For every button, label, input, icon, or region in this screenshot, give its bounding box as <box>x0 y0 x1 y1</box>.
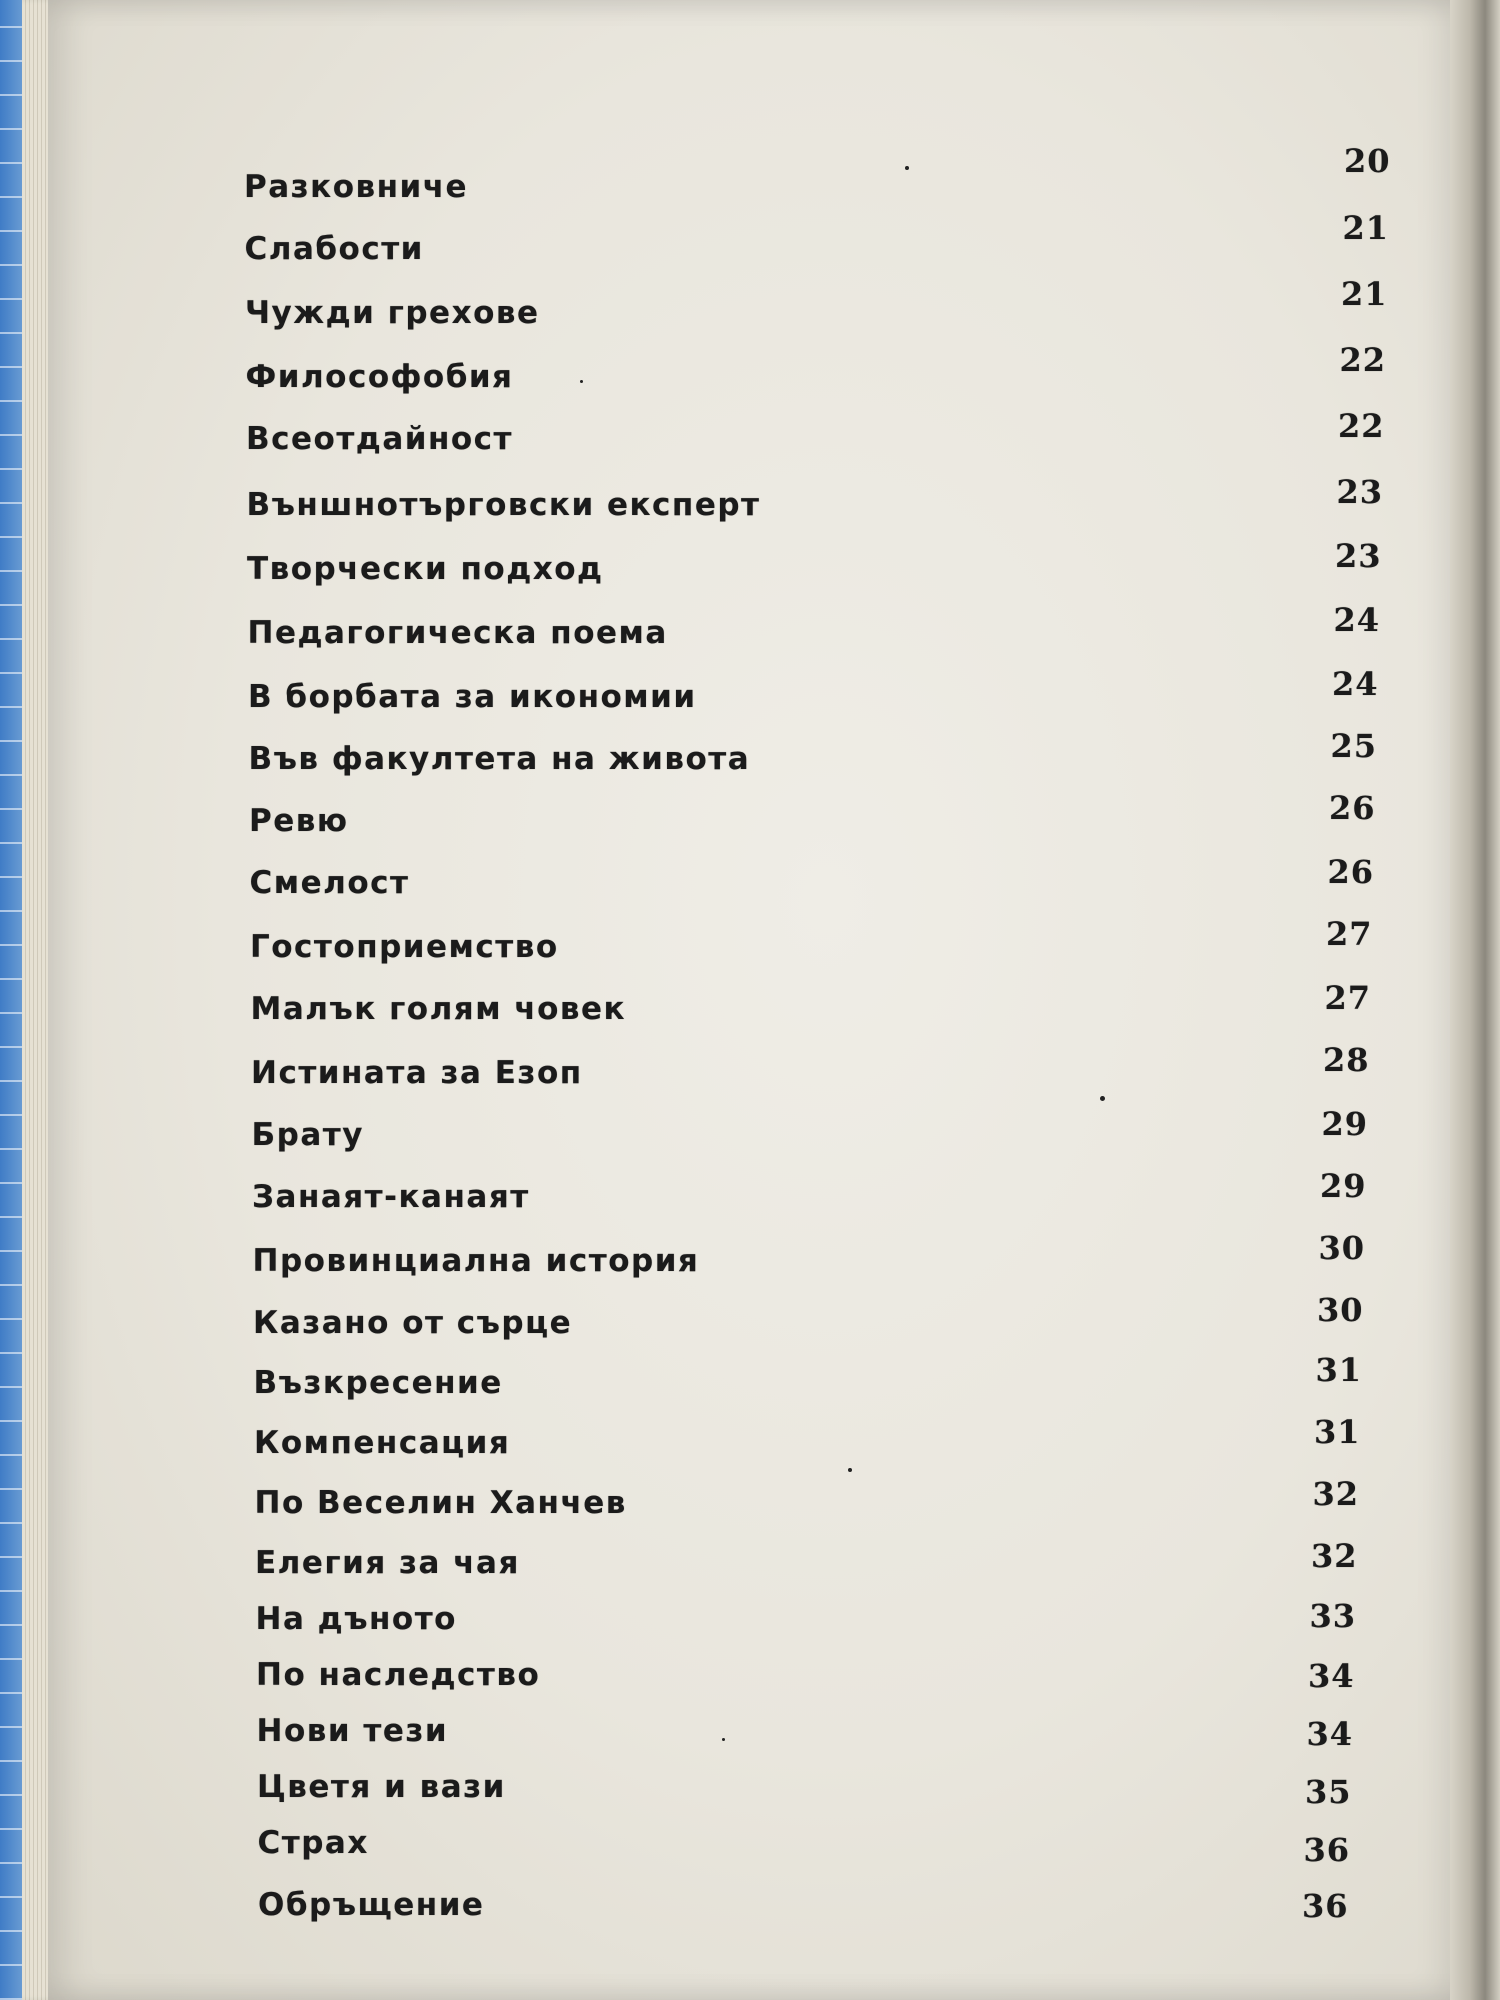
entry-title: Във факултета на живота <box>248 741 751 777</box>
entry-title: Занаят-канаят <box>252 1179 530 1215</box>
entry-page-number: 31 <box>1315 1351 1363 1389</box>
entry-page-number: 36 <box>1303 1831 1351 1869</box>
entry-page-number: 21 <box>1341 275 1388 313</box>
entry-page-number: 22 <box>1339 341 1387 379</box>
entry-page-number: 22 <box>1338 407 1385 445</box>
entry-title: Разковниче <box>244 169 469 205</box>
entry-page-number: 32 <box>1311 1537 1358 1575</box>
entry-title: Гостоприемство <box>250 929 559 965</box>
entry-page-number: 27 <box>1324 979 1372 1017</box>
entry-page-number: 24 <box>1332 665 1379 703</box>
entry-page-number: 27 <box>1326 915 1373 953</box>
entry-title: Обръщение <box>258 1887 485 1923</box>
entry-title: По наследство <box>256 1657 541 1693</box>
entry-page-number: 26 <box>1327 853 1375 891</box>
entry-title: Малък голям човек <box>250 991 627 1027</box>
entry-title: Чужди грехове <box>245 295 540 331</box>
entry-page-number: 20 <box>1344 142 1391 180</box>
entry-page-number: 28 <box>1323 1041 1370 1079</box>
entry-title: Провинциална история <box>252 1243 700 1279</box>
entry-page-number: 36 <box>1302 1887 1349 1925</box>
entry-title: Цветя и вази <box>257 1769 506 1805</box>
entry-page-number: 32 <box>1312 1475 1360 1513</box>
entry-title: Елегия за чая <box>255 1545 520 1581</box>
entry-title: В борбата за икономии <box>248 679 697 715</box>
entry-page-number: 25 <box>1330 727 1378 765</box>
entry-page-number: 23 <box>1335 537 1382 575</box>
entry-title: Ревю <box>249 803 349 839</box>
entry-title: Страх <box>257 1825 369 1861</box>
entry-page-number: 21 <box>1342 209 1390 247</box>
entry-page-number: 34 <box>1308 1657 1355 1695</box>
entry-title: Брату <box>251 1117 364 1153</box>
entry-page-number: 23 <box>1336 473 1384 511</box>
entry-page-number: 26 <box>1329 789 1376 827</box>
entry-title: На дъното <box>255 1601 457 1637</box>
entry-page-number: 31 <box>1314 1413 1361 1451</box>
entry-page-number: 29 <box>1320 1167 1367 1205</box>
entry-title: Творчески подход <box>247 551 604 587</box>
entry-title: По Веселин Ханчев <box>254 1485 627 1521</box>
entry-title: Нови тези <box>256 1713 449 1749</box>
entry-page-number: 24 <box>1333 601 1381 639</box>
entry-title: Философобия <box>245 359 514 395</box>
entry-title: Външнотърговски експерт <box>246 487 761 523</box>
entry-title: Възкресение <box>253 1365 503 1401</box>
entry-page-number: 35 <box>1305 1773 1352 1811</box>
entry-title: Педагогическа поема <box>247 615 668 651</box>
entry-title: Казано от сърце <box>253 1305 573 1341</box>
entry-page-number: 33 <box>1309 1597 1357 1635</box>
entry-title: Истината за Езоп <box>251 1055 583 1091</box>
entry-page-number: 30 <box>1317 1291 1364 1329</box>
entry-title: Смелост <box>249 865 410 901</box>
entry-title: Всеотдайност <box>246 421 514 457</box>
entry-page-number: 34 <box>1306 1715 1354 1753</box>
entry-title: Слабости <box>244 231 424 267</box>
entry-page-number: 30 <box>1318 1229 1366 1267</box>
entry-title: Компенсация <box>254 1425 511 1461</box>
entry-page-number: 29 <box>1321 1105 1369 1143</box>
